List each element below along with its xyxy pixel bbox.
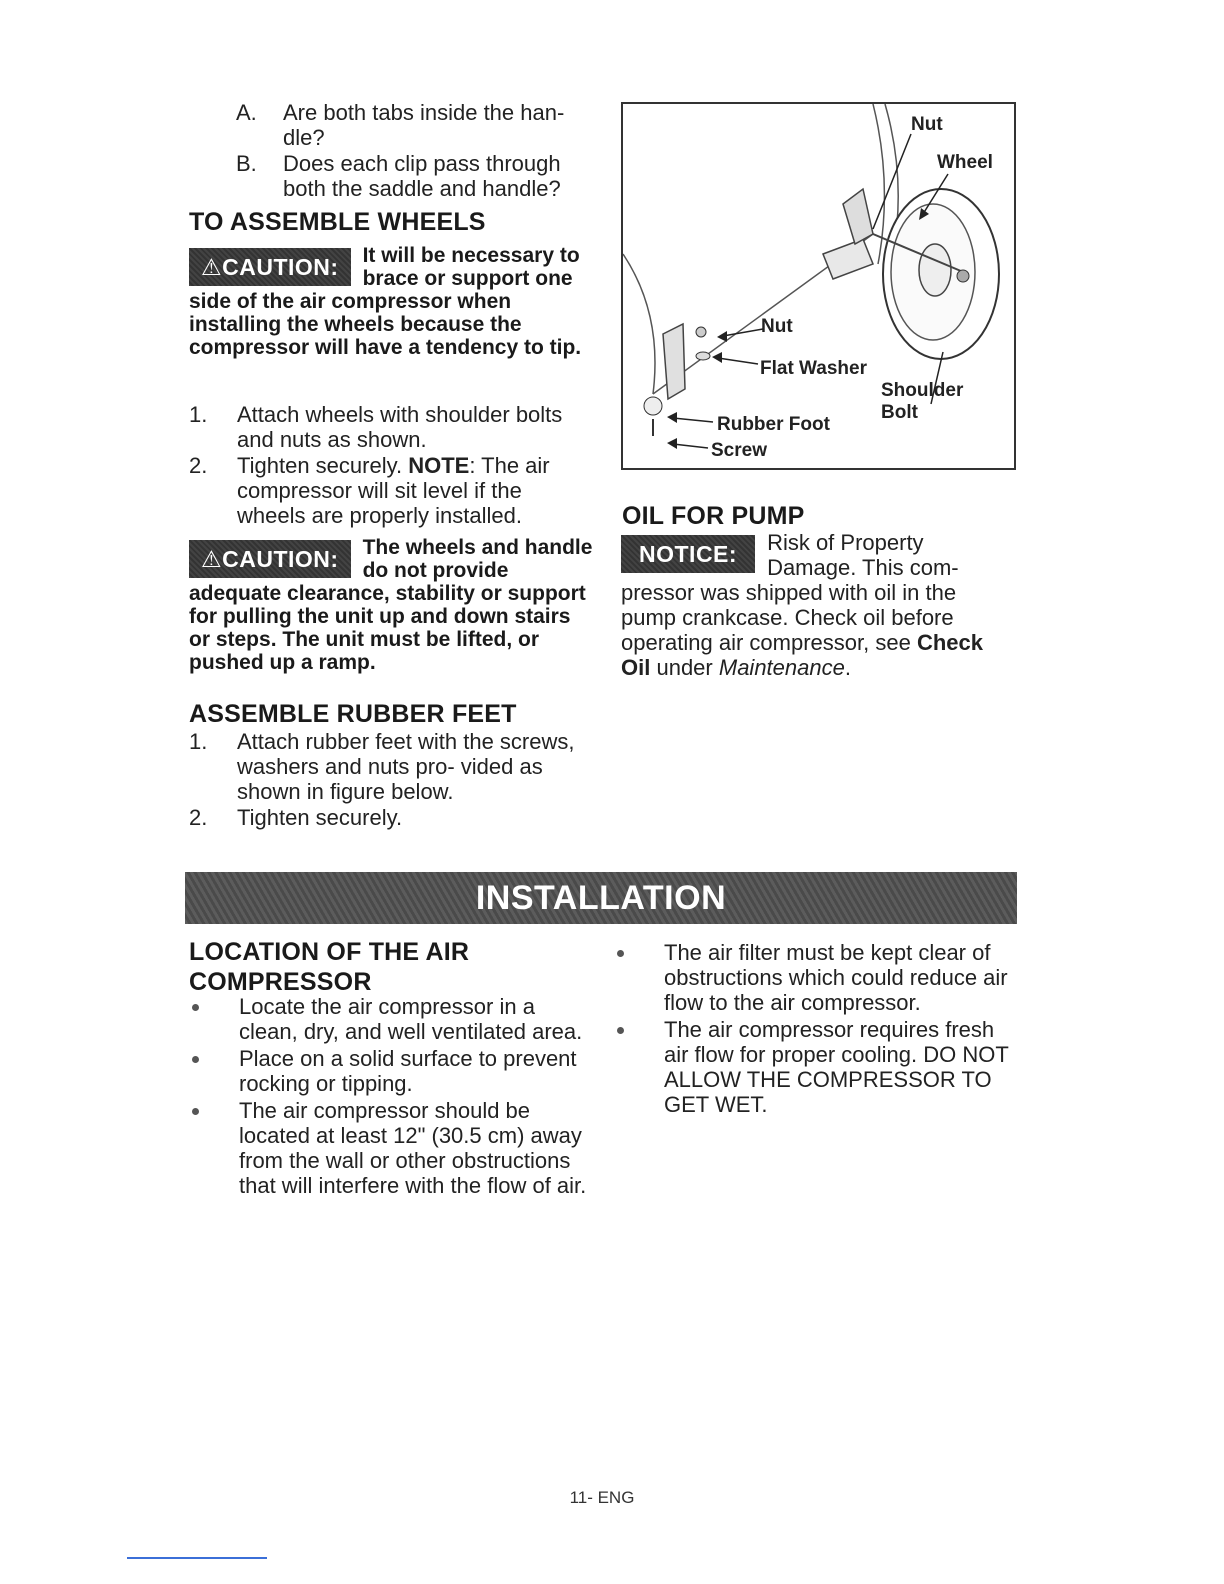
- item-text: Does each clip pass through both the saddle and handle?: [283, 151, 561, 201]
- location-bullets-left: [189, 994, 589, 1198]
- bullet-text: Locate the air compressor in a clean, dry, and well ventilated area.: [239, 994, 583, 1044]
- check-oil-ref: Check Oil: [621, 630, 983, 680]
- nut-part: [696, 327, 706, 337]
- list-item: [614, 940, 1019, 1015]
- caution-body: The wheels and handle do not provide adequate clearance, stability or support for pulling the unit up and down stairs or steps. The unit must be lifted, or pushed up a ramp.: [189, 536, 593, 674]
- item-marker: B.: [236, 151, 257, 176]
- location-heading-line-1: LOCATION OF THE AIR: [189, 938, 470, 966]
- notice-body: Risk of Property Damage. This com- pressor was shipped with oil in the pump crankcase. Check oil before operating air compressor, see: [621, 530, 959, 655]
- bolt-head: [957, 270, 969, 282]
- step-number: 2.: [189, 453, 208, 478]
- step-number: 2.: [189, 805, 208, 830]
- wheel-assembly-illustration: [623, 104, 1014, 468]
- tank-edge: [873, 104, 884, 264]
- step-number: 1.: [189, 729, 208, 754]
- label-screw: Screw: [711, 440, 767, 461]
- step-text: Attach rubber feet with the screws, washers and nuts pro- vided as shown in figure below.: [237, 729, 575, 804]
- arrow-head: [717, 331, 727, 342]
- caution-badge: ⚠CAUTION:: [189, 248, 351, 286]
- item-text: Are both tabs inside the han- dle?: [283, 100, 565, 150]
- caution-text: [189, 244, 589, 359]
- leader-line: [718, 358, 758, 364]
- wheel-assembly-figure: [621, 102, 1016, 470]
- tank-curve: [623, 254, 655, 394]
- arrow-head: [667, 438, 677, 449]
- label-flat-washer: Flat Washer: [760, 358, 867, 379]
- bullet-icon: [617, 950, 624, 957]
- bullet-icon: [192, 1056, 199, 1063]
- washer-part: [696, 352, 710, 360]
- list-item: [189, 453, 589, 528]
- check-list: [236, 100, 581, 201]
- location-heading-line-2: COMPRESSOR: [189, 968, 372, 996]
- bullet-icon: [192, 1004, 199, 1011]
- maintenance-ref: Maintenance: [718, 655, 845, 680]
- note-label: NOTE: [408, 453, 470, 478]
- arrow-head: [712, 352, 722, 363]
- wheels-heading: TO ASSEMBLE WHEELS: [189, 208, 486, 236]
- caution-text: [189, 536, 594, 674]
- bullet-icon: [192, 1108, 199, 1115]
- label-rubber-foot: Rubber Foot: [717, 414, 830, 435]
- step-number: 1.: [189, 402, 208, 427]
- bullet-icon: [617, 1027, 624, 1034]
- oil-notice: [621, 530, 1011, 680]
- feet-steps: [189, 729, 589, 830]
- installation-banner: INSTALLATION: [185, 872, 1017, 924]
- location-heading: [189, 937, 469, 997]
- list-item: [189, 1046, 589, 1096]
- page-number: 11- ENG: [569, 1488, 635, 1507]
- list-item: [189, 805, 589, 830]
- arrow-head: [667, 412, 677, 423]
- list-item: [614, 1017, 1019, 1117]
- leader-line: [723, 329, 763, 336]
- footer-rule: [127, 1557, 267, 1559]
- label-nut: Nut: [761, 316, 793, 337]
- list-item: [189, 994, 589, 1044]
- bullet-text: Place on a solid surface to prevent rocking or tipping.: [239, 1046, 577, 1096]
- foot-leg: [663, 324, 685, 399]
- label-shoulder-bolt-2: Bolt: [881, 402, 918, 423]
- label-shoulder-bolt-1: Shoulder: [881, 380, 964, 401]
- step-text: Tighten securely.: [237, 805, 403, 830]
- label-wheel: Wheel: [937, 152, 993, 173]
- list-item: [236, 100, 581, 150]
- notice-period: .: [844, 655, 851, 680]
- oil-heading: OIL FOR PUMP: [622, 502, 805, 530]
- caution-badge: ⚠CAUTION:: [189, 540, 351, 578]
- list-item: [236, 151, 581, 201]
- step-text-after: : The air compressor will sit level if the wheels are properly installed.: [237, 453, 550, 528]
- bullet-text: The air filter must be kept clear of obstructions which could reduce air flow to the air compressor.: [664, 940, 1008, 1015]
- bullet-text: The air compressor requires fresh air flow for proper cooling. DO NOT ALLOW THE COMPRESSOR TO GET WET.: [664, 1017, 1009, 1117]
- notice-badge: NOTICE:: [621, 535, 755, 573]
- bracket: [823, 239, 873, 279]
- caution-block-1: [189, 244, 589, 359]
- feet-heading: ASSEMBLE RUBBER FEET: [189, 700, 517, 728]
- axle-bracket: [843, 189, 873, 244]
- wheel-steps: [189, 402, 589, 528]
- list-item: [189, 402, 589, 452]
- label-nut-top: Nut: [911, 114, 943, 135]
- caution-block-2: [189, 536, 594, 674]
- list-item: [189, 1098, 589, 1198]
- rubber-foot-part: [644, 397, 662, 415]
- wheel-hub: [919, 244, 951, 296]
- notice-text: [621, 530, 1011, 680]
- list-item: [189, 729, 589, 804]
- step-text: Attach wheels with shoulder bolts and nuts as shown.: [237, 402, 563, 452]
- caution-body: It will be necessary to brace or support one side of the air compressor when installing the wheels because the compressor will have a tendency to tip.: [189, 244, 582, 359]
- notice-under: under: [656, 655, 713, 680]
- bullet-text: The air compressor should be located at least 12" (30.5 cm) away from the wall or other obstructions that will interfere with the flow of air.: [239, 1098, 587, 1198]
- item-marker: A.: [236, 100, 257, 125]
- leader-line: [673, 418, 713, 422]
- location-bullets-right: [614, 940, 1019, 1117]
- leader-line: [673, 444, 708, 448]
- step-text: Tighten securely.: [237, 453, 403, 478]
